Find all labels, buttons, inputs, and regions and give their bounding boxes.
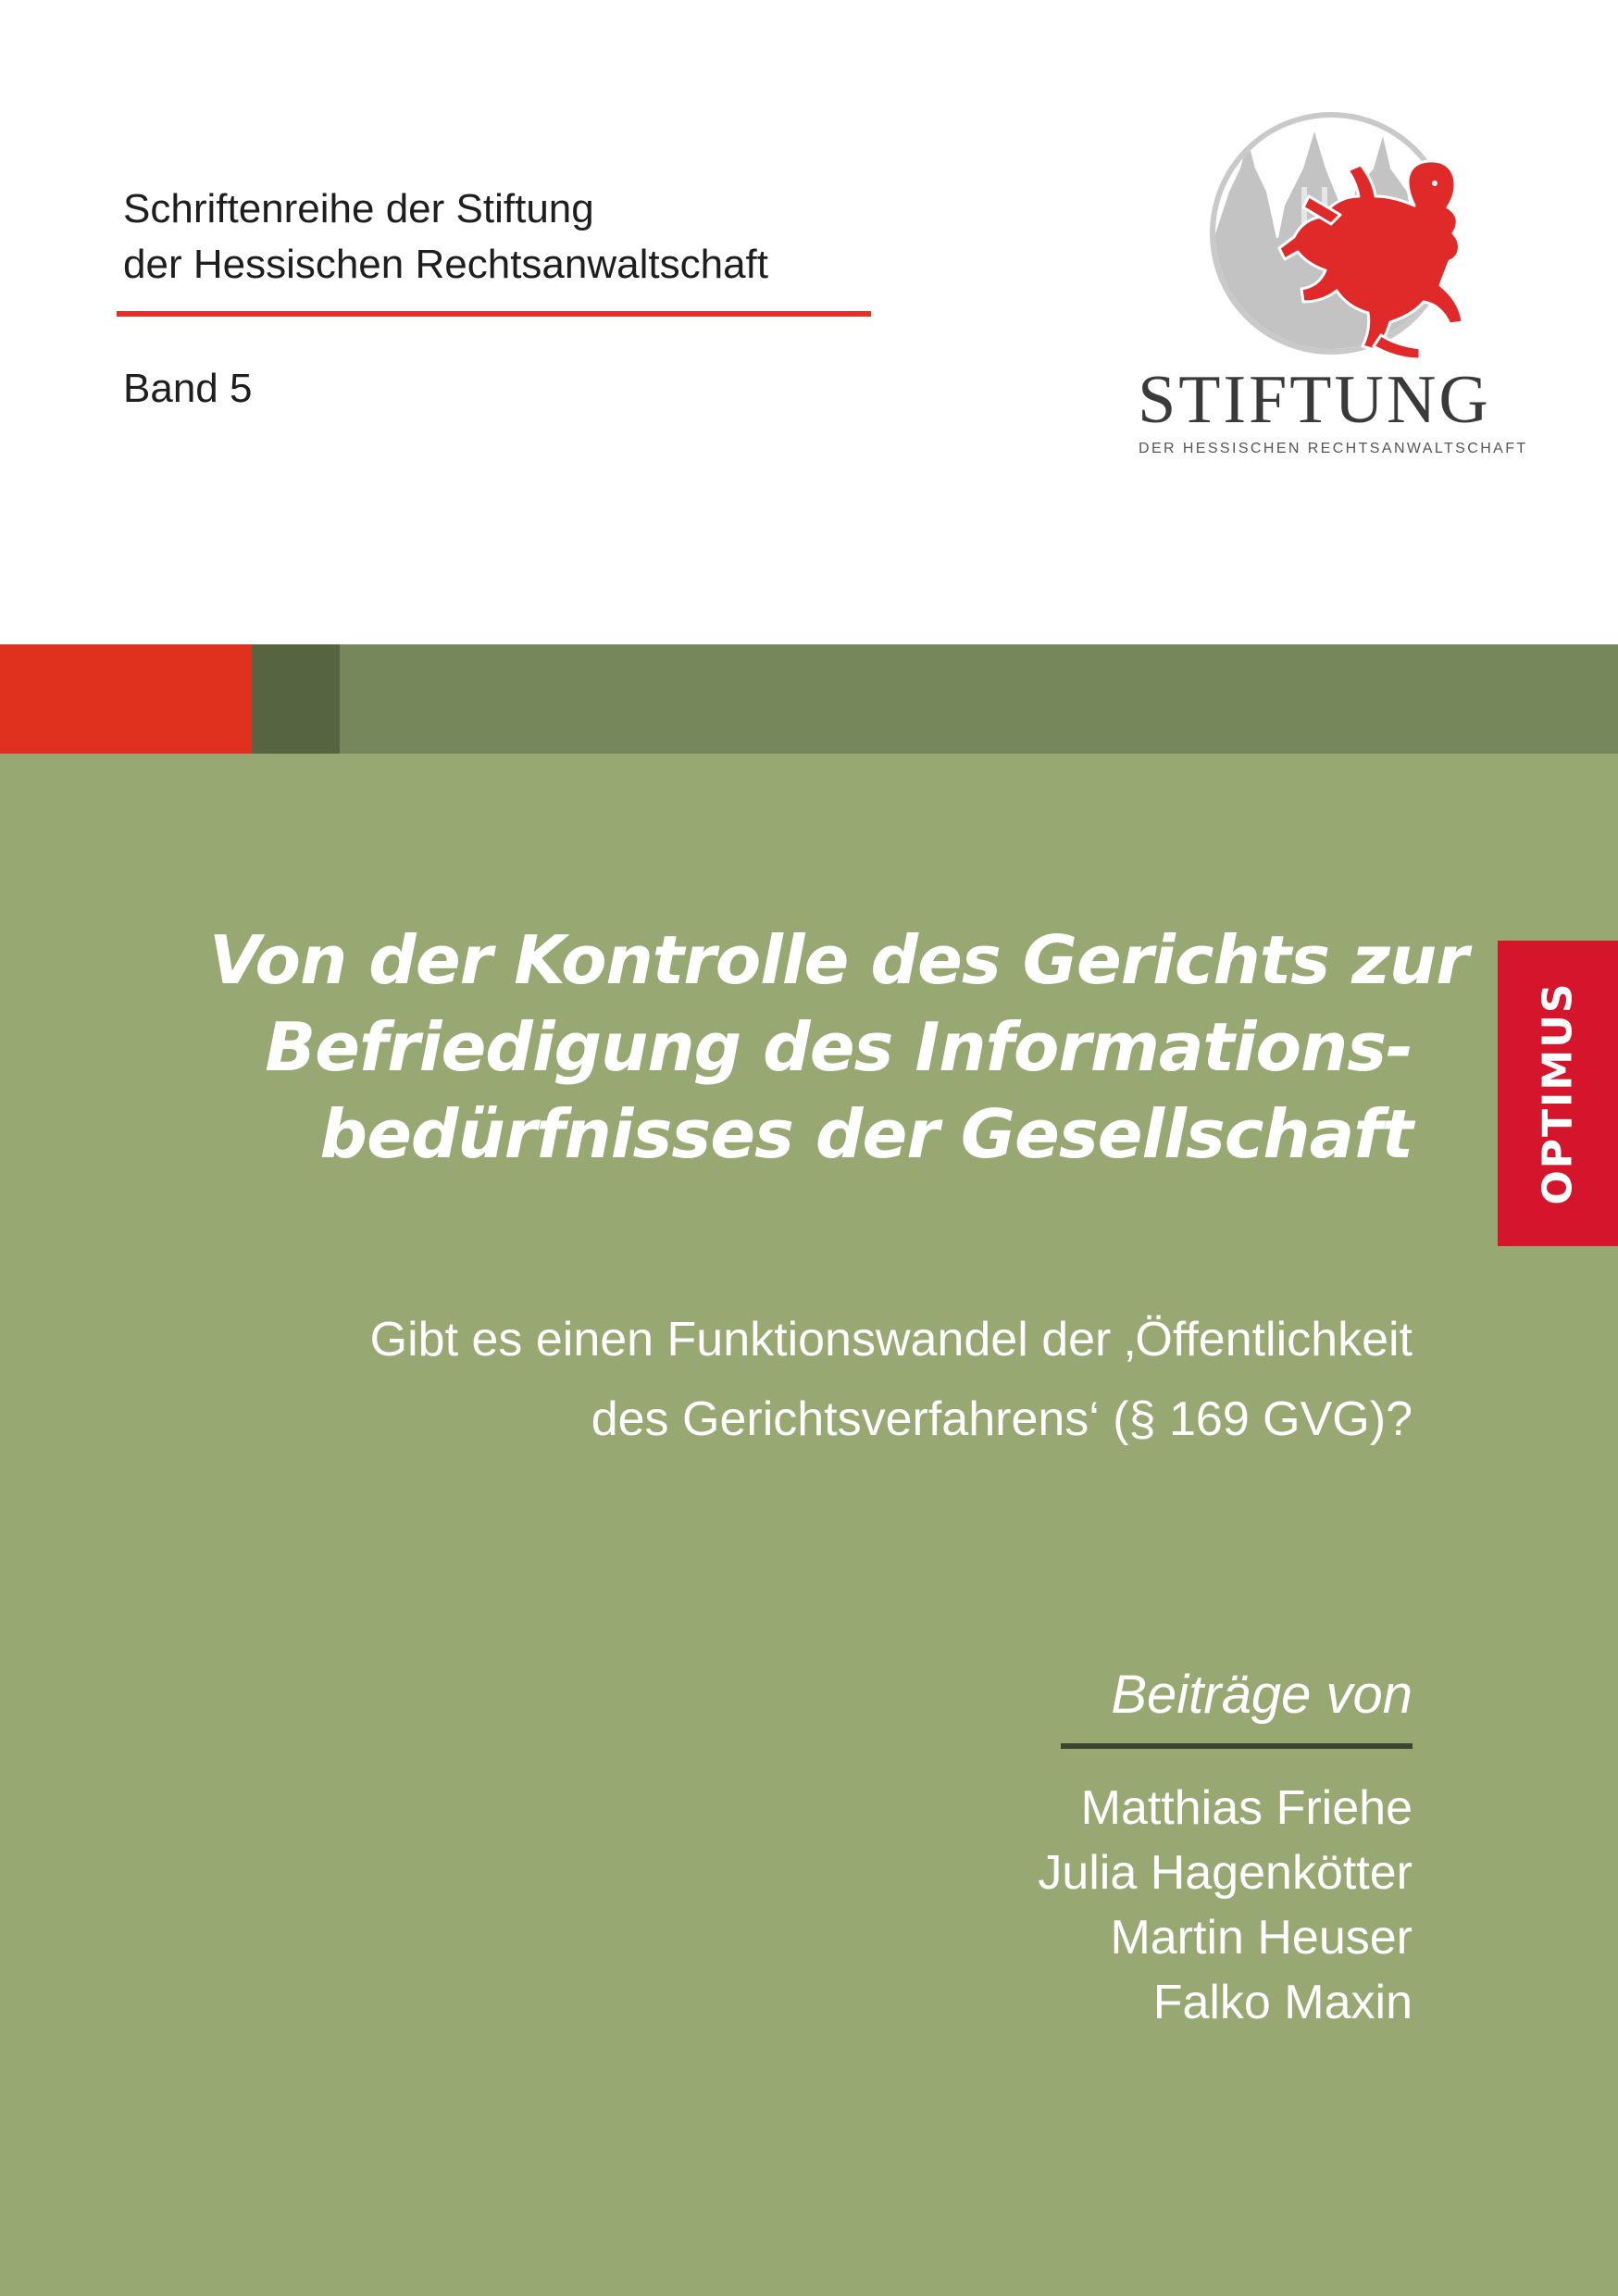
book-subtitle-line-1: Gibt es einen Funktionswandel der ‚Öffentlichkeit: [369, 1313, 1413, 1366]
author-name: Matthias Friehe: [1080, 1781, 1413, 1835]
volume-number: Band 5: [123, 366, 253, 411]
foundation-logo: [1111, 104, 1528, 474]
cover-main-panel: [0, 754, 1618, 2296]
series-title-line-2: der Hessischen Rechtsanwaltschaft: [123, 242, 768, 287]
author-name: Martin Heuser: [1110, 1911, 1413, 1965]
logo-subline: DER HESSISCHEN RECHTSANWALTSCHAFT: [1139, 441, 1528, 456]
book-title-line-1: Von der Kontrolle des Gerichts zur: [209, 921, 1468, 999]
contributors-divider: [1061, 1743, 1413, 1749]
series-divider: [117, 311, 871, 317]
color-band-red-block: [0, 644, 252, 754]
book-subtitle: [117, 1300, 1413, 1459]
book-subtitle-line-2: des Gerichtsverfahrens‘ (§ 169 GVG)?: [591, 1392, 1413, 1446]
publisher-tab: [1498, 941, 1618, 1246]
book-title-line-3: bedürfnisses der Gesellschaft: [319, 1095, 1413, 1173]
book-title: [209, 917, 1468, 1178]
logo-wordmark: STIFTUNG: [1138, 362, 1491, 438]
hessian-lion-emblem-icon: [1192, 104, 1470, 372]
author-name: Julia Hagenkötter: [1038, 1846, 1413, 1900]
series-title-line-1: Schriftenreihe der Stiftung: [123, 186, 594, 231]
cover-header: [0, 0, 1618, 644]
publisher-name: OPTIMUS: [1534, 981, 1582, 1205]
series-title: [123, 181, 768, 293]
author-list: [765, 1776, 1413, 2035]
color-band: [0, 644, 1618, 754]
contributors-heading: Beiträge von: [1111, 1665, 1413, 1725]
color-band-dark-block: [252, 644, 340, 754]
author-name: Falko Maxin: [1152, 1976, 1413, 2029]
book-title-line-2: Befriedigung des Informations-: [265, 1008, 1413, 1086]
